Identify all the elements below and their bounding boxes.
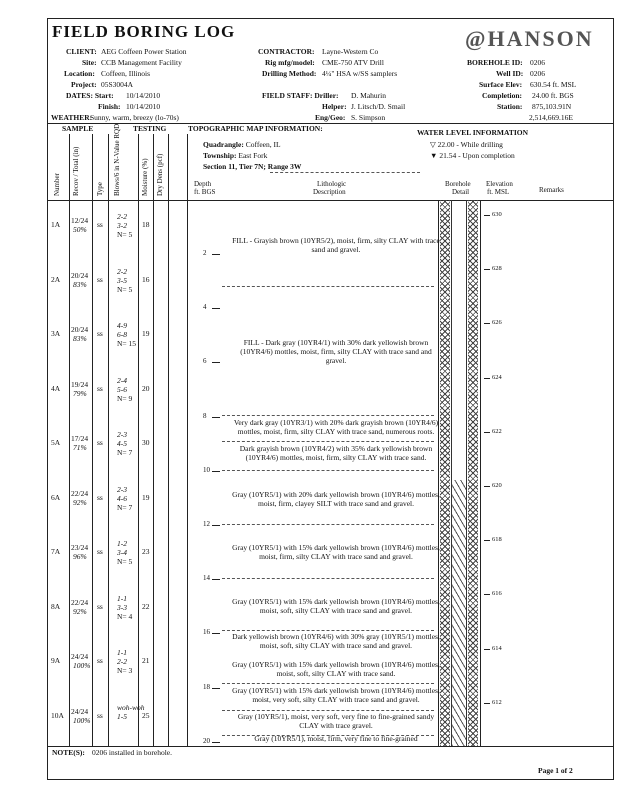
sample-percent: 92%: [73, 497, 87, 507]
borehole-id-value: 0206: [530, 58, 545, 67]
sample-recovery: 12/24: [71, 216, 89, 225]
sample-number: 5A: [51, 438, 61, 447]
sample-type: ss: [97, 383, 103, 393]
grout-right: [468, 200, 478, 746]
sample-recovery: 23/24: [71, 543, 89, 552]
weather-value: Sunny, warm, breezy (lo-70s): [90, 113, 179, 122]
sample-percent: 79%: [73, 388, 87, 398]
elevation-tick: [484, 323, 490, 324]
stratum-boundary: [222, 578, 434, 579]
sample-recovery: 22/24: [71, 488, 89, 498]
water-level-1: 22.00 - While drilling: [437, 140, 503, 149]
notes-value: 0206 installed in borehole.: [92, 748, 172, 757]
elevation-tick: [484, 594, 490, 595]
testing-section-label: TESTING: [133, 124, 167, 133]
sample-moisture: 20: [142, 383, 150, 393]
notes-label: NOTE(S):: [52, 748, 85, 757]
sample-percent: 100%: [73, 715, 91, 725]
depth-tick: [212, 742, 220, 743]
surface-elev-label: Surface Elev:: [479, 80, 523, 89]
rig-label: Rig mfg/model:: [265, 58, 315, 67]
sample-percent: 50%: [73, 225, 87, 234]
sample-moisture: 22: [142, 601, 150, 611]
station-label: Station:: [497, 102, 523, 111]
col-elev-unit: ft. MSL: [487, 188, 510, 196]
sample-blows-1: 2-3: [117, 484, 127, 494]
sample-blows-1: 2-2: [117, 266, 127, 276]
sample-blows-2: 3-3: [117, 602, 127, 612]
depth-tick: [212, 417, 220, 418]
station-east-value: 2,514,669.16E: [529, 113, 573, 122]
sample-n-value: N= 4: [117, 611, 133, 621]
col-divider: [92, 134, 93, 746]
sample-type: ss: [97, 601, 103, 611]
sample-blows-2: 4-6: [117, 493, 127, 503]
depth-tick: [212, 254, 220, 255]
project-label: Project:: [71, 80, 97, 89]
sample-recovery: 19/24: [71, 379, 89, 389]
sample-type: ss: [97, 547, 103, 556]
sample-percent: 100%: [73, 661, 91, 670]
sample-moisture: 23: [142, 547, 150, 556]
column-header-divider: [47, 200, 614, 201]
lithologic-description: FILL - Dark gray (10YR4/1) with 30% dark yellowish brown (10YR4/6) mottles, moist, firm, silty CLAY with trace sand and gravel.: [240, 338, 432, 365]
quad-label: Quadrangle:: [203, 140, 244, 149]
elevation-tick: [484, 432, 490, 433]
depth-tick-label: 14: [203, 574, 210, 583]
sample-type: ss: [97, 656, 103, 665]
depth-tick-label: 18: [203, 682, 210, 691]
lithologic-description: Gray (10YR5/1) with 15% dark yellowish brown (10YR4/6) mottles, moist, firm, silty CLAY with trace sand and gravel.: [232, 543, 440, 561]
elevation-tick: [484, 649, 490, 650]
depth-tick: [212, 525, 220, 526]
depth-tick: [212, 688, 220, 689]
col-divider: [153, 134, 154, 746]
quad-value: Coffeen, IL: [245, 140, 281, 149]
elevation-tick-label: 630: [492, 211, 502, 218]
borehole-id-label: BOREHOLE ID:: [467, 58, 523, 67]
client-label: CLIENT:: [66, 47, 97, 56]
col-divider: [168, 134, 169, 746]
sample-number: 7A: [51, 547, 61, 556]
stratum-boundary: [222, 470, 434, 471]
sample-percent: 83%: [73, 334, 87, 343]
depth-tick-label: 10: [203, 465, 210, 474]
sample-n-value: N= 9: [117, 393, 133, 403]
stratum-boundary: [222, 710, 434, 711]
sample-n-value: N= 7: [117, 502, 133, 512]
col-recovery: Recov / Total (in): [72, 146, 80, 196]
driller-value: D. Mahurin: [351, 91, 386, 100]
col-borehole: Borehole: [445, 180, 471, 188]
water-level-dash: [270, 172, 420, 173]
sample-percent: 71%: [73, 443, 87, 452]
sample-blows-1: 2-4: [117, 375, 127, 385]
dates-start-label: DATES: Start:: [66, 91, 114, 100]
sample-blows-2: 6-8: [117, 330, 127, 339]
topo-section-label: TOPOGRAPHIC MAP INFORMATION:: [188, 124, 323, 133]
station-value: 875,103.91N: [532, 102, 572, 111]
elevation-tick-label: 612: [492, 698, 502, 706]
sample-blows-2: 4-5: [117, 439, 127, 448]
elevation-tick-label: 618: [492, 536, 502, 544]
company-logo: @HANSON: [465, 26, 594, 51]
stratum-boundary: [222, 683, 434, 684]
sample-n-value: N= 5: [117, 284, 133, 294]
depth-tick-label: 16: [203, 628, 210, 637]
staff-label: FIELD STAFF: Driller:: [262, 91, 339, 100]
sample-moisture: 30: [142, 438, 150, 447]
client-value: AEG Coffeen Power Station: [101, 47, 187, 56]
drilling-value: 4¼" HSA w/SS samplers: [322, 69, 398, 78]
grout-left: [440, 200, 450, 746]
lithologic-description: Gray (10YR5/1), moist, very soft, very fine to fine-grained sandy CLAY with trace gravel.: [237, 712, 435, 730]
sample-blows-1: woh-woh: [117, 702, 145, 712]
depth-tick: [212, 471, 220, 472]
location-label: Location:: [64, 69, 95, 78]
depth-tick: [212, 579, 220, 580]
sample-type: ss: [97, 710, 103, 720]
elevation-tick: [484, 215, 490, 216]
sample-moisture: 19: [142, 492, 150, 502]
lithologic-description: Gray (10YR5/1) with 20% dark yellowish brown (10YR4/6) mottles, moist, firm, clayey SILT with trace sand and gravel.: [232, 490, 440, 508]
depth-tick-label: 2: [203, 249, 207, 257]
completion-label: Completion:: [482, 91, 522, 100]
depth-tick-label: 8: [203, 411, 207, 420]
sample-blows-2: 3-2: [117, 221, 127, 230]
depth-tick: [212, 308, 220, 309]
sample-percent: 83%: [73, 279, 87, 289]
stratum-boundary: [222, 735, 434, 736]
sample-recovery: 22/24: [71, 597, 89, 607]
weather-label: WEATHER:: [51, 113, 93, 122]
sample-type: ss: [97, 329, 103, 338]
sample-recovery: 24/24: [71, 652, 89, 661]
sample-number: 8A: [51, 601, 61, 611]
sample-blows-1: 2-2: [117, 212, 127, 221]
sample-moisture: 21: [142, 656, 150, 665]
elevation-tick: [484, 540, 490, 541]
lithologic-description: Dark yellowish brown (10YR4/6) with 30% gray (10YR5/1) mottles, moist, soft, silty CLAY with trace sand and gravel.: [232, 632, 440, 650]
elevation-tick-label: 616: [492, 590, 502, 598]
sample-n-value: N= 7: [117, 448, 133, 457]
sample-percent: 92%: [73, 606, 87, 616]
sample-moisture: 18: [142, 220, 150, 229]
stratum-boundary: [222, 286, 434, 287]
sample-blows-2: 3-4: [117, 548, 127, 557]
rig-value: CME-750 ATV Drill: [322, 58, 384, 67]
sample-number: 2A: [51, 274, 61, 284]
col-blows: Blows/6 in N-Value RQD: [113, 123, 121, 196]
sample-moisture: 16: [142, 274, 150, 284]
table-bottom: [47, 746, 614, 747]
sample-number: 3A: [51, 329, 61, 338]
depth-tick-label: 6: [203, 357, 207, 366]
col-depth-unit: ft. BGS: [194, 188, 216, 196]
sample-type: ss: [97, 438, 103, 447]
elevation-tick-label: 626: [492, 319, 502, 327]
depth-tick: [212, 362, 220, 363]
lithologic-description: Gray (10YR5/1) with 15% dark yellowish brown (10YR4/6) mottles, moist, very soft, silty CLAY with trace sand and gravel.: [232, 686, 440, 704]
sample-moisture: 19: [142, 329, 150, 338]
sample-number: 1A: [51, 220, 61, 229]
stratum-boundary: [222, 441, 434, 442]
elevation-tick: [484, 703, 490, 704]
sample-type: ss: [97, 492, 103, 502]
sample-n-value: N= 15: [117, 339, 137, 348]
helper-value: J. Litsch/D. Smail: [351, 102, 406, 111]
sample-n-value: N= 5: [117, 557, 133, 566]
lithologic-description: Gray (10YR5/1) with 15% dark yellowish brown (10YR4/6) mottles, moist, soft, silty CLAY with trace sand and gravel.: [232, 597, 440, 615]
sample-blows-2: 2-2: [117, 657, 127, 666]
sample-number: 9A: [51, 656, 61, 665]
contractor-label: CONTRACTOR:: [258, 47, 315, 56]
dates-finish-value: 10/14/2010: [126, 102, 161, 111]
sample-recovery: 24/24: [71, 706, 89, 716]
stratum-boundary: [222, 415, 434, 416]
sample-moisture: 25: [142, 710, 150, 720]
elevation-tick-label: 614: [492, 644, 502, 652]
lithologic-description: Gray (10YR5/1), moist, firm, very fine to fine-grained: [254, 734, 418, 743]
contractor-value: Layne-Western Co: [322, 47, 379, 56]
township-label: Township:: [203, 151, 237, 160]
depth-tick-label: 12: [203, 520, 210, 528]
col-lithologic: Lithologic: [317, 180, 347, 188]
depth-tick: [212, 633, 220, 634]
sample-recovery: 20/24: [71, 270, 89, 280]
page-title: FIELD BORING LOG: [52, 22, 236, 41]
sample-section-label: SAMPLE: [62, 124, 94, 133]
sample-percent: 96%: [73, 552, 87, 561]
sample-blows-1: 1-1: [117, 593, 127, 603]
col-depth: Depth: [194, 180, 212, 188]
well-casing: [451, 200, 467, 746]
completion-value: 24.00 ft. BGS: [532, 91, 574, 100]
lithologic-description: FILL - Grayish brown (10YR5/2), moist, firm, silty CLAY with trace sand and gravel.: [232, 236, 440, 254]
sample-n-value: N= 5: [117, 230, 133, 239]
borehole-wall: [480, 200, 481, 746]
col-elevation: Elevation: [486, 180, 513, 188]
col-divider: [138, 134, 139, 746]
depth-tick-label: 20: [203, 736, 210, 745]
dates-finish-label: Finish:: [98, 102, 121, 111]
water-level-2: 21.54 - Upon completion: [439, 151, 515, 160]
lithologic-description: Very dark gray (10YR3/1) with 20% dark grayish brown (10YR4/6) mottles, moist, firm, silty CLAY with trace sand, numerous roots.: [233, 418, 439, 436]
sample-blows-2: 3-5: [117, 275, 127, 285]
stratum-boundary: [222, 524, 434, 525]
elevation-tick: [484, 269, 490, 270]
depth-tick-label: 4: [203, 303, 207, 312]
site-value: CCB Management Facility: [101, 58, 182, 67]
col-number: Number: [53, 173, 61, 196]
site-label: Site:: [82, 58, 97, 67]
well-id-label: Well ID:: [496, 69, 524, 78]
col-lith-desc: Description: [313, 188, 346, 196]
drilling-label: Drilling Method:: [262, 69, 317, 78]
lithologic-description: Gray (10YR5/1) with 15% dark yellowish brown (10YR4/6) mottles, moist, soft, silty CLAY with trace sand.: [232, 660, 440, 678]
water-level-label: WATER LEVEL INFORMATION: [417, 128, 528, 137]
elevation-tick-label: 620: [492, 482, 502, 489]
location-value: Coffeen, Illinois: [101, 69, 151, 78]
sample-blows-1: 2-3: [117, 430, 127, 439]
elevation-tick: [484, 486, 490, 487]
dates-start-value: 10/14/2010: [126, 91, 161, 100]
township-value: East Fork: [238, 151, 268, 160]
lithologic-description: Dark grayish brown (10YR4/2) with 35% dark yellowish brown (10YR4/6) mottles, moist, firm, silty CLAY with trace sand.: [239, 444, 433, 462]
well-id-value: 0206: [530, 69, 545, 78]
sample-number: 10A: [51, 710, 64, 720]
sample-recovery: 17/24: [71, 434, 89, 443]
sample-recovery: 20/24: [71, 325, 89, 334]
col-borehole-detail: Detail: [452, 188, 470, 196]
col-remarks: Remarks: [539, 186, 564, 194]
sample-blows-2: 5-6: [117, 384, 127, 394]
sample-number: 4A: [51, 383, 61, 393]
sample-type: ss: [97, 274, 103, 284]
helper-label: Helper:: [322, 102, 347, 111]
sample-blows-1: 4-9: [117, 321, 127, 330]
stratum-boundary: [222, 630, 434, 631]
col-divider: [69, 134, 70, 746]
col-moisture: Moisture (%): [141, 158, 149, 196]
sample-blows-1: 1-1: [117, 648, 127, 657]
sample-n-value: N= 3: [117, 666, 133, 675]
elevation-tick-label: 624: [492, 373, 502, 381]
elevation-tick-label: 622: [492, 427, 502, 435]
elevation-tick: [484, 378, 490, 379]
project-value: 05S3004A: [101, 80, 134, 89]
eng-value: S. Simpson: [351, 113, 386, 122]
surface-elev-value: 630.54 ft. MSL: [530, 80, 577, 89]
col-type: Type: [96, 182, 104, 196]
sample-type: ss: [97, 220, 103, 229]
elevation-tick-label: 628: [492, 265, 502, 273]
section-value: Section 11, Tier 7N; Range 3W: [203, 162, 302, 171]
eng-label: Eng/Geo:: [315, 113, 346, 122]
sample-blows-1: 1-2: [117, 539, 127, 548]
sample-blows-2: 1-5: [117, 711, 127, 721]
page-number: Page 1 of 2: [538, 766, 573, 775]
col-divider: [187, 134, 188, 746]
col-drydensity: Dry Dens (pcf): [156, 153, 164, 196]
sample-number: 6A: [51, 492, 61, 502]
col-divider: [108, 134, 109, 746]
